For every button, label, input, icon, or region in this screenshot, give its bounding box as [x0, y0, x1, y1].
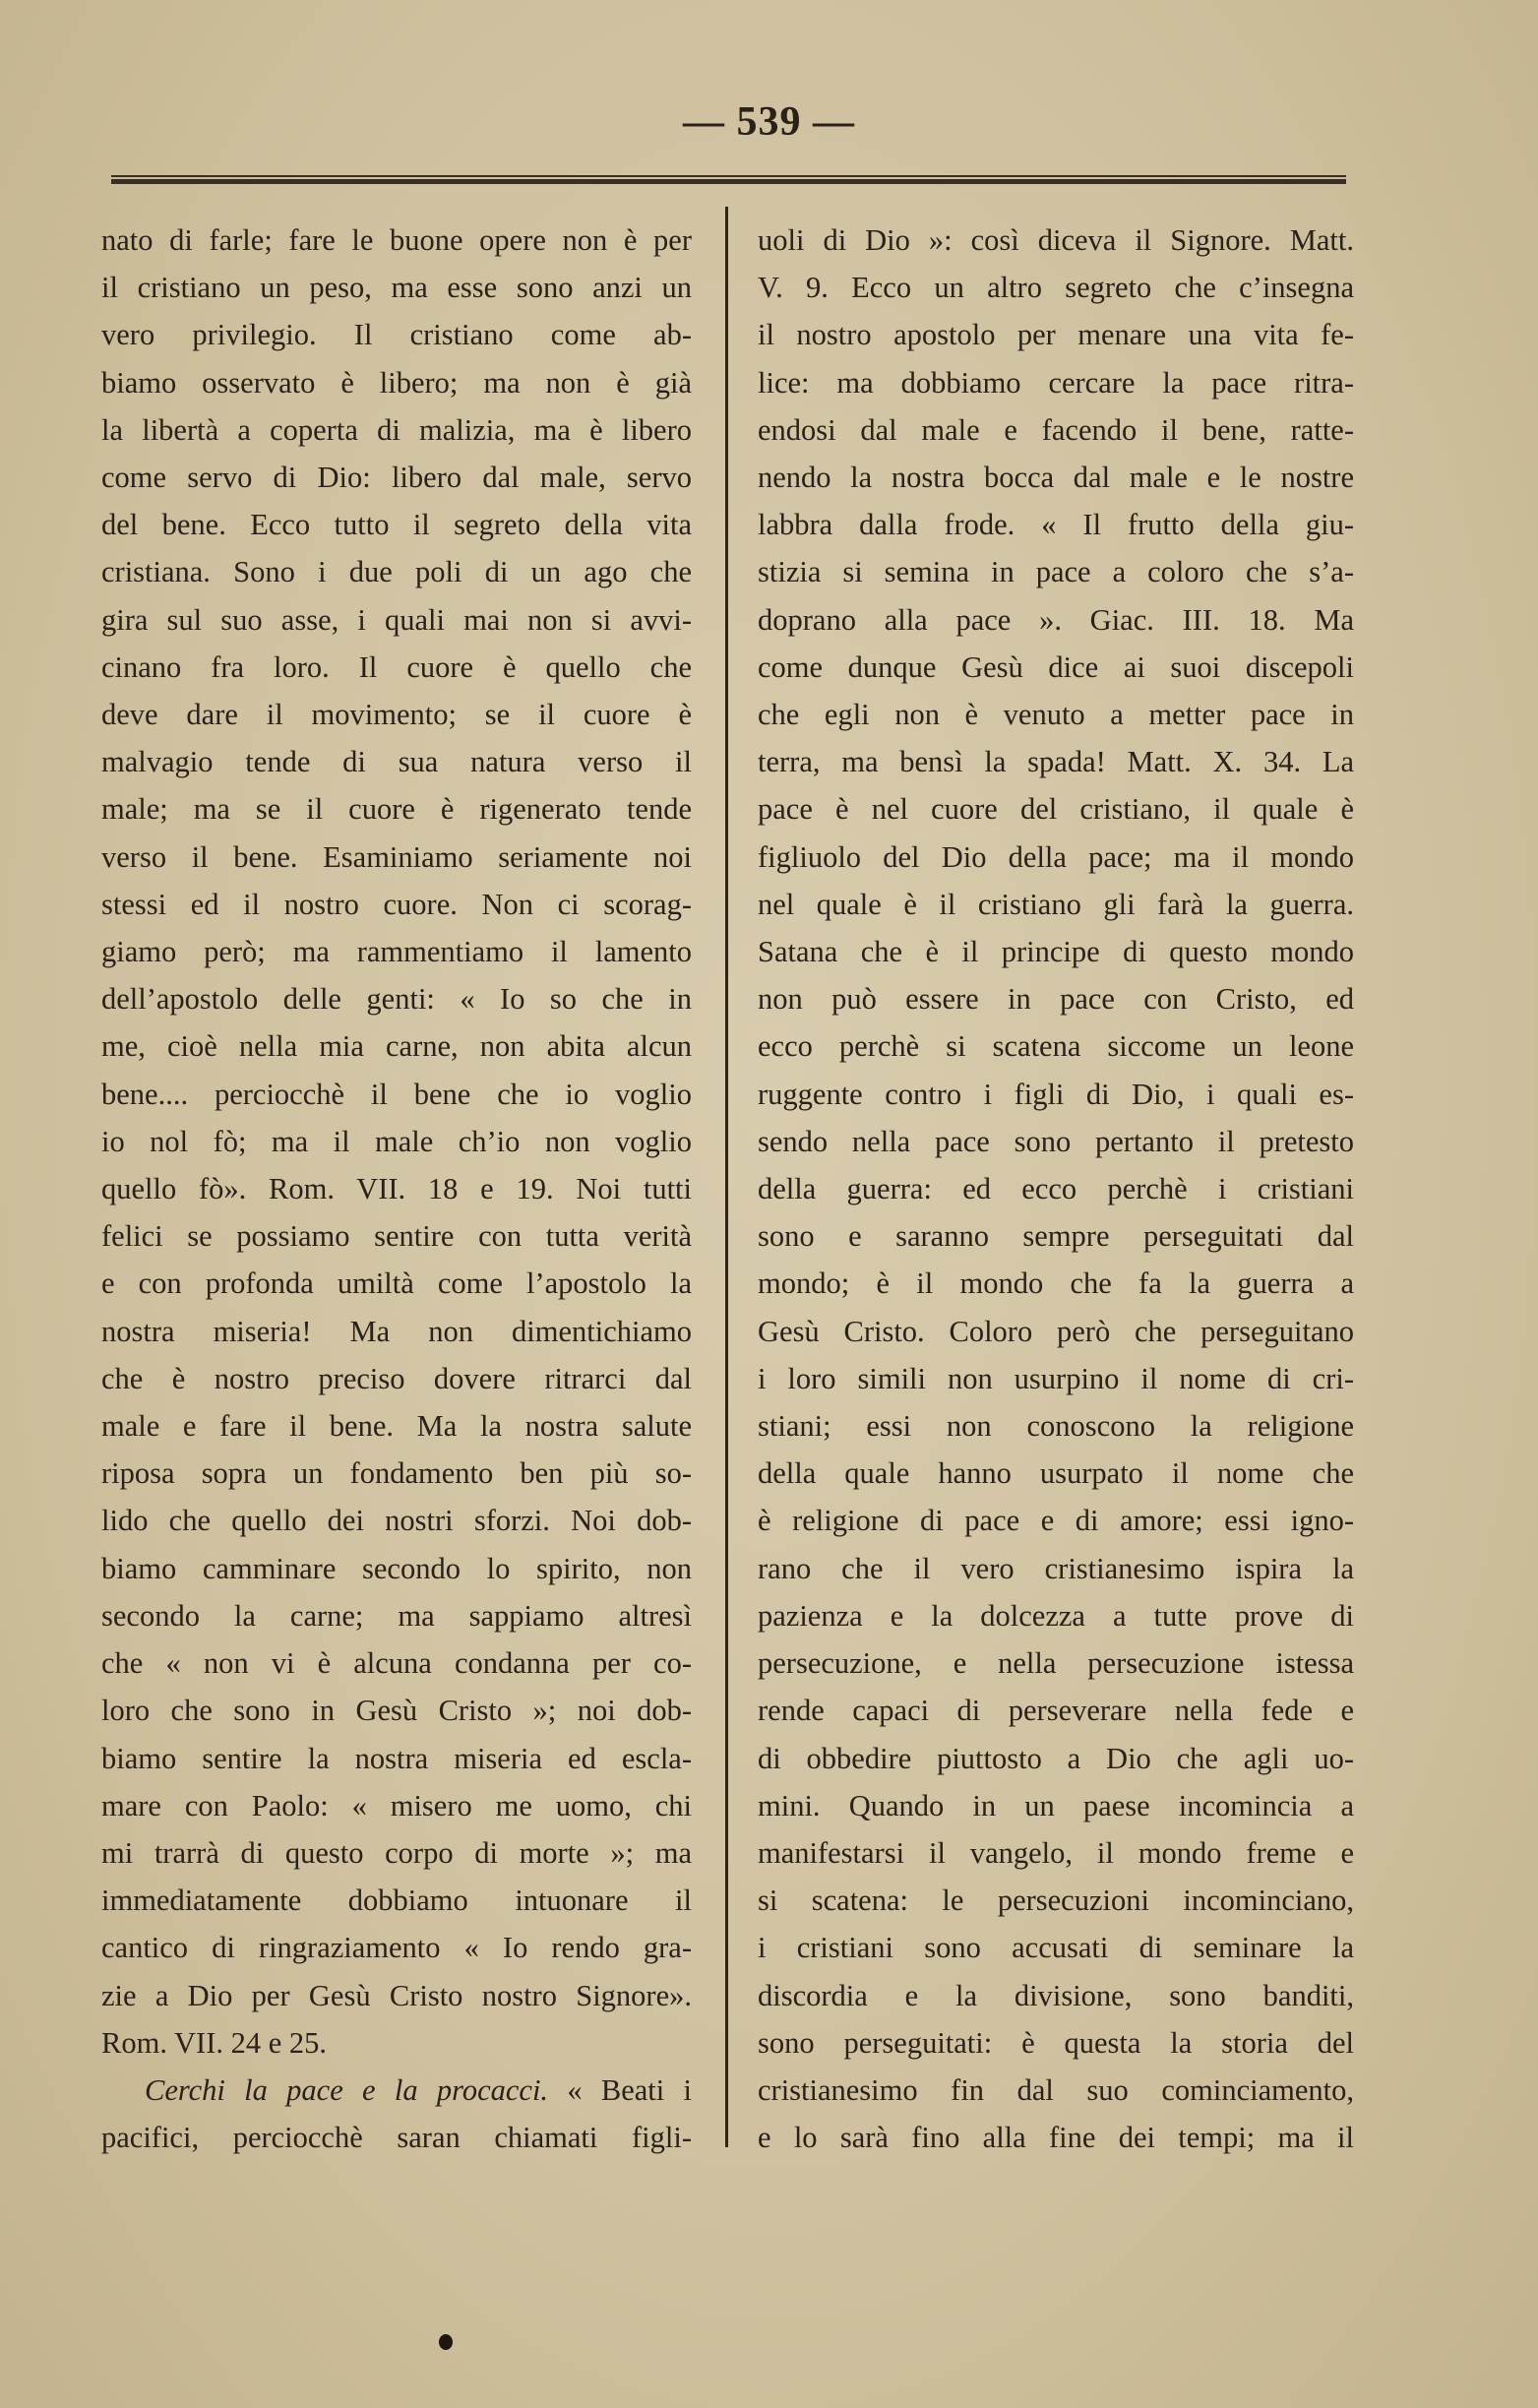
- text-line: i loro simili non usurpino il nome di cri-: [758, 1361, 1354, 1395]
- right-column: [758, 216, 1354, 2161]
- text-line: di obbedire piuttosto a Dio che agli uo-: [758, 1741, 1354, 1775]
- text-line: della quale hanno usurpato il nome che: [758, 1456, 1354, 1491]
- text-line: biamo sentire la nostra miseria ed escla-: [101, 1741, 692, 1775]
- text-line: rende capaci di perseverare nella fede e: [758, 1694, 1354, 1728]
- text-line: del bene. Ecco tutto il segreto della vita: [101, 508, 692, 542]
- text-line: della guerra: ed ecco perchè i cristiani: [758, 1172, 1354, 1206]
- text-line: sono perseguitati: è questa la storia del: [758, 2025, 1354, 2060]
- text-line: endosi dal male e facendo il bene, ratte-: [758, 412, 1354, 447]
- text-line: me, cioè nella mia carne, non abita alcun: [101, 1029, 692, 1064]
- text-line: biamo camminare secondo lo spirito, non: [101, 1551, 692, 1585]
- text-line: nendo la nostra bocca dal male e le nostre: [758, 461, 1354, 495]
- text-line: sendo nella pace sono pertanto il pretesto: [758, 1124, 1354, 1158]
- text-line: zie a Dio per Gesù Cristo nostro Signore».: [101, 1978, 692, 2012]
- text-line: felici se possiamo sentire con tutta verità: [101, 1219, 692, 1254]
- text-line: dell’apostolo delle genti: « Io so che in: [101, 982, 692, 1017]
- text-line: stizia si semina in pace a coloro che s’a-: [758, 555, 1354, 589]
- text-line: male e fare il bene. Ma la nostra salute: [101, 1409, 692, 1444]
- text-line: verso il bene. Esaminiamo seriamente noi: [101, 839, 692, 874]
- text-line: vero privilegio. Il cristiano come ab-: [101, 318, 692, 352]
- text-line: secondo la carne; ma sappiamo altresì: [101, 1598, 692, 1633]
- text-line: mare con Paolo: « misero me uomo, chi: [101, 1788, 692, 1822]
- text-line: V. 9. Ecco un altro segreto che c’insegna: [758, 271, 1354, 305]
- text-line: uoli di Dio »: così diceva il Signore. Matt.: [758, 223, 1354, 257]
- text-line: che egli non è venuto a metter pace in: [758, 698, 1354, 732]
- text-line: pazienza e la dolcezza a tutte prove di: [758, 1598, 1354, 1633]
- text-line: mondo; è il mondo che fa la guerra a: [758, 1266, 1354, 1301]
- text-line: terra, ma bensì la spada! Matt. X. 34. La: [758, 745, 1354, 779]
- text-line: mini. Quando in un paese incomincia a: [758, 1788, 1354, 1822]
- text-line: loro che sono in Gesù Cristo »; noi dob-: [101, 1694, 692, 1728]
- text-line: gira sul suo asse, i quali mai non si avvi-: [101, 602, 692, 637]
- text-line: la libertà a coperta di malizia, ma è libero: [101, 412, 692, 447]
- text-line: sono e saranno sempre perseguitati dal: [758, 1219, 1354, 1254]
- text-line: lice: ma dobbiamo cercare la pace ritra-: [758, 365, 1354, 400]
- text-line: io nol fò; ma il male ch’io non voglio: [101, 1124, 692, 1158]
- text-line: discordia e la divisione, sono banditi,: [758, 1978, 1354, 2012]
- text-line: nato di farle; fare le buone opere non è per: [101, 223, 692, 257]
- text-line: ruggente contro i figli di Dio, i quali es-: [758, 1077, 1354, 1111]
- text-line: Rom. VII. 24 e 25.: [101, 2025, 328, 2060]
- text-line: lido che quello dei nostri sforzi. Noi dob-: [101, 1504, 692, 1538]
- header-rule: [111, 175, 1346, 184]
- text-line: e con profonda umiltà come l’apostolo la: [101, 1266, 692, 1301]
- column-divider: [725, 207, 728, 2147]
- left-column: [101, 216, 692, 2161]
- text-line: nostra miseria! Ma non dimentichiamo: [101, 1314, 692, 1348]
- text-line: stiani; essi non conoscono la religione: [758, 1409, 1354, 1444]
- ink-dot: [439, 2334, 453, 2350]
- page-number: — 539 —: [683, 99, 855, 145]
- text-line: quello fò». Rom. VII. 18 e 19. Noi tutti: [101, 1172, 692, 1206]
- text-line: manifestarsi il vangelo, il mondo freme e: [758, 1835, 1354, 1870]
- text-line: i cristiani sono accusati di seminare la: [758, 1931, 1354, 1965]
- text-line: il cristiano un peso, ma esse sono anzi un: [101, 271, 692, 305]
- text-line: e lo sarà fino alla fine dei tempi; ma il: [758, 2121, 1354, 2155]
- text-line: figliuolo del Dio della pace; ma il mondo: [758, 839, 1354, 874]
- text-line: cinano fra loro. Il cuore è quello che: [101, 649, 692, 684]
- text-line: cristianesimo fin dal suo cominciamento,: [758, 2072, 1354, 2107]
- text-line: non può essere in pace con Cristo, ed: [758, 982, 1354, 1017]
- text-line: persecuzione, e nella persecuzione istessa: [758, 1646, 1354, 1681]
- text-line: pacifici, perciocchè saran chiamati figli-: [101, 2121, 692, 2155]
- text-line: ecco perchè si scatena siccome un leone: [758, 1029, 1354, 1064]
- text-line: malvagio tende di sua natura verso il: [101, 745, 692, 779]
- text-line: labbra dalla frode. « Il frutto della giu-: [758, 508, 1354, 542]
- heading-continuation: « Beati i: [548, 2072, 693, 2107]
- text-line: pace è nel cuore del cristiano, il quale è: [758, 792, 1354, 827]
- text-line: deve dare il movimento; se il cuore è: [101, 698, 692, 732]
- text-line: immediatamente dobbiamo intuonare il: [101, 1883, 692, 1918]
- text-line: come dunque Gesù dice ai suoi discepoli: [758, 649, 1354, 684]
- text-line: che « non vi è alcuna condanna per co-: [101, 1646, 692, 1681]
- text-line: nel quale è il cristiano gli farà la guerra.: [758, 887, 1354, 921]
- text-line: cristiana. Sono i due poli di un ago che: [101, 555, 692, 589]
- section-heading-line: [101, 2067, 692, 2114]
- text-line: che è nostro preciso dovere ritrarci dal: [101, 1361, 692, 1395]
- text-line: stessi ed il nostro cuore. Non ci scorag-: [101, 887, 692, 921]
- text-line: Gesù Cristo. Coloro però che perseguitano: [758, 1314, 1354, 1348]
- text-line: giamo però; ma rammentiamo il lamento: [101, 935, 692, 969]
- text-line: riposa sopra un fondamento ben più so-: [101, 1456, 692, 1491]
- text-line: mi trarrà di questo corpo di morte »; ma: [101, 1835, 692, 1870]
- text-line: Satana che è il principe di questo mondo: [758, 935, 1354, 969]
- text-line: si scatena: le persecuzioni incominciano,: [758, 1883, 1354, 1918]
- text-line: cantico di ringraziamento « Io rendo gra-: [101, 1931, 692, 1965]
- text-line: il nostro apostolo per menare una vita fe-: [758, 318, 1354, 352]
- text-line: doprano alla pace ». Giac. III. 18. Ma: [758, 602, 1354, 637]
- text-line: bene.... perciocchè il bene che io voglio: [101, 1077, 692, 1111]
- text-line: biamo osservato è libero; ma non è già: [101, 365, 692, 400]
- text-line: come servo di Dio: libero dal male, servo: [101, 461, 692, 495]
- text-line: rano che il vero cristianesimo ispira la: [758, 1551, 1354, 1585]
- text-line: male; ma se il cuore è rigenerato tende: [101, 792, 692, 827]
- section-heading: Cerchi la pace e la procacci.: [145, 2072, 549, 2107]
- text-line: è religione di pace e di amore; essi igno-: [758, 1504, 1354, 1538]
